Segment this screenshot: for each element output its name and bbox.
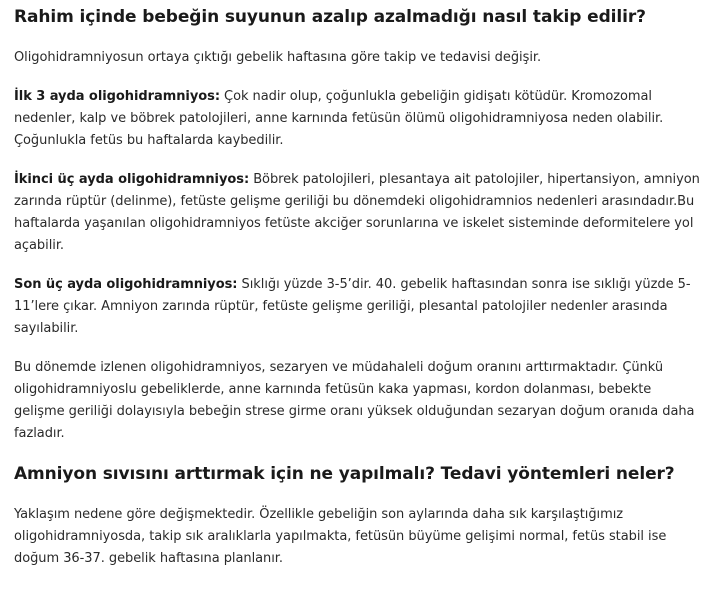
cesarean-paragraph: Bu dönemde izlenen oligohidramniyos, sezaryen ve müdahaleli doğum oranını arttırmaktadır. Çünkü oligohidramniyoslu gebeliklerde, anne karnında fetüsün kaka yapması, kordon dolanması, bebekte gelişme geriliği dolayısıyla bebeğin strese girme oranı yüksek olduğundan sezaryan doğum oranıda daha fazladır. (14, 360, 695, 441)
intro-paragraph: Oligohidramniyosun ortaya çıktığı gebelik haftasına göre takip ve tedavisi değişir. (14, 50, 542, 65)
first-trimester-text: Çok nadir olup, çoğunlukla gebeliğin gidişatı kötüdür. Kromozomal nedenler, kalp ve böbrek patolojileri, anne karnında fetüsün ölümü oligohidramniyosa neden olabilir. Çoğunlukla fetüs bu haftalarda kaybedilir. (14, 89, 664, 148)
section-heading-follow-up: Rahim içinde bebeğin suyunun azalıp azalmadığı nasıl takip edilir? (14, 7, 646, 27)
third-trimester-text: Sıklığı yüzde 3-5’dir. 40. gebelik haftasından sonra ise sıklığı yüzde 5-11’lere çıkar. Amniyon zarında rüptür, fetüste gelişme geriliği, plesantal patolojiler nedenler arasında sayılabilir. (14, 277, 691, 336)
second-trimester-label: İkinci üç ayda oligohidramniyos: (14, 172, 250, 187)
second-trimester-text: Böbrek patolojileri, plesantaya ait patolojiler, hipertansiyon, amniyon zarında rüptür (delinme), fetüste gelişme geriliği bu dönemdeki oligohidramnios nedenleri arasındadır.Bu haftalarda yaşanılan oligohidramniyos fetüste akciğer sorunlarına ve iskelet sisteminde deformitelere yol açabilir. (14, 172, 700, 253)
third-trimester-paragraph (14, 274, 705, 340)
section-heading-treatment: Amniyon sıvısını arttırmak için ne yapılmalı? Tedavi yöntemleri neler? (14, 464, 675, 484)
first-trimester-paragraph (14, 86, 705, 152)
treatment-paragraph: Yaklaşım nedene göre değişmektedir. Özellikle gebeliğin son aylarında daha sık karşılaştığımız oligohidramniyosda, takip sık aralıklarla yapılmakta, fetüsün büyüme gelişimi normal, fetüs stabil ise doğum 36-37. gebelik haftasına planlanır. (14, 507, 667, 566)
first-trimester-label: İlk 3 ayda oligohidramniyos: (14, 89, 220, 104)
second-trimester-paragraph (14, 169, 705, 257)
third-trimester-label: Son üç ayda oligohidramniyos: (14, 277, 238, 292)
